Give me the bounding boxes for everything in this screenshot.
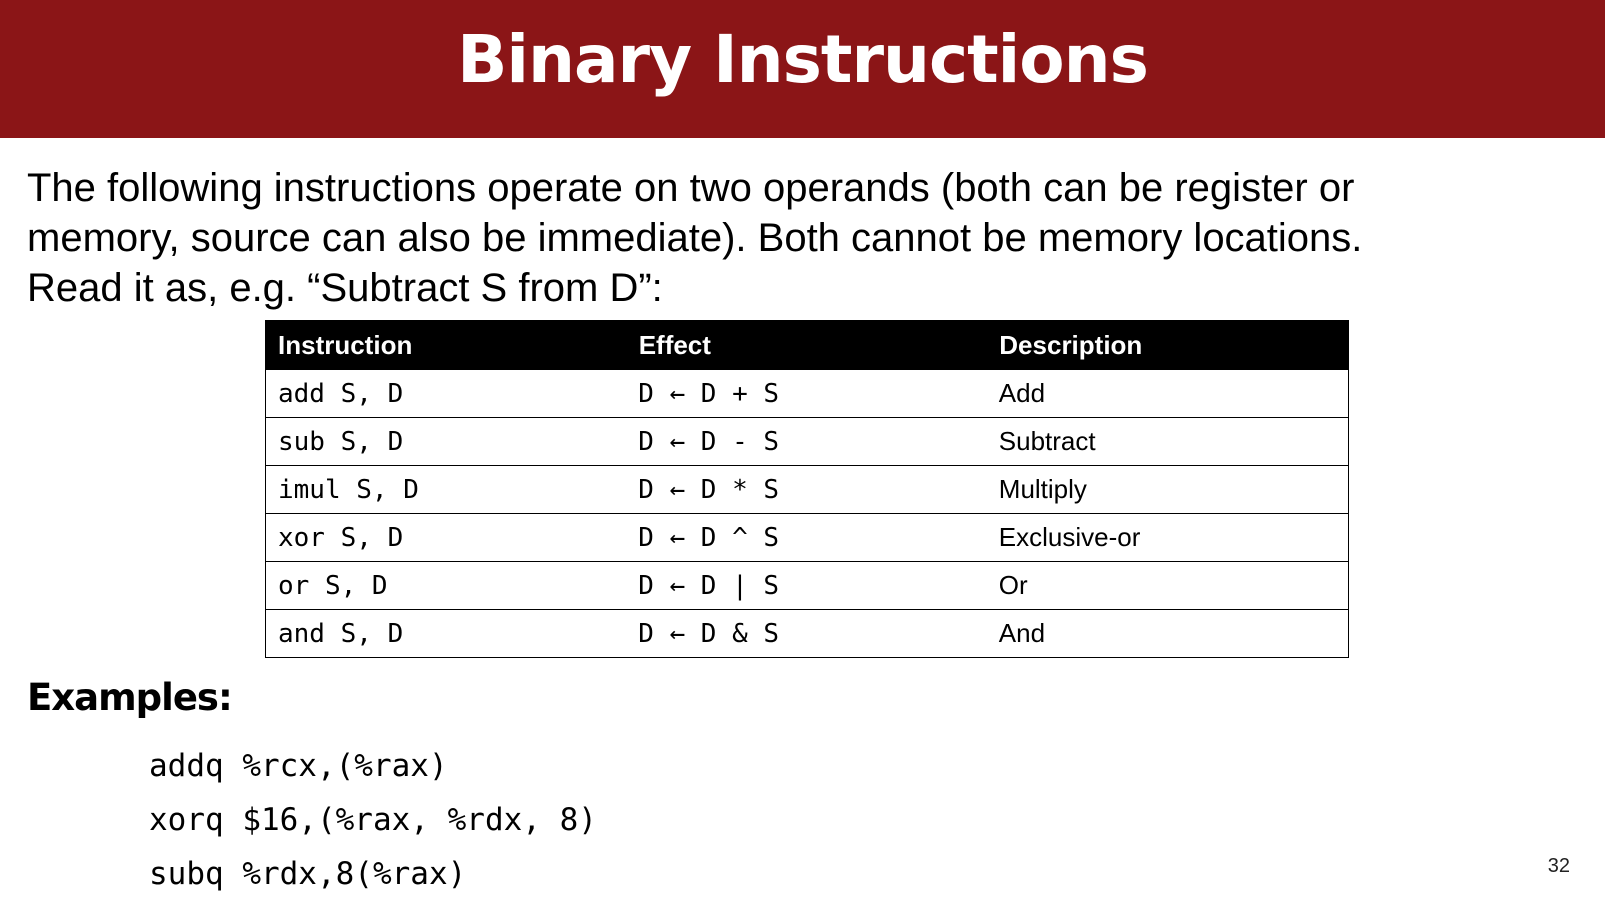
example-code-line: xorq $16,(%rax, %rdx, 8) <box>149 802 597 838</box>
instruction-cell: or S, D <box>266 562 627 610</box>
intro-line: The following instructions operate on two operands (both can be register or <box>27 166 1355 210</box>
effect-cell: D ← D * S <box>626 466 987 514</box>
page-number: 32 <box>1547 855 1570 877</box>
slide-title: Binary Instructions <box>457 21 1148 98</box>
table-row <box>266 418 1349 466</box>
description-cell: Subtract <box>987 418 1349 466</box>
column-header-effect: Effect <box>626 321 987 370</box>
table-row <box>266 370 1349 418</box>
binary-instructions-table <box>265 320 1349 658</box>
instruction-cell: imul S, D <box>266 466 627 514</box>
instruction-cell: sub S, D <box>266 418 627 466</box>
intro-paragraph <box>27 163 1567 313</box>
effect-cell: D ← D - S <box>626 418 987 466</box>
effect-cell: D ← D ^ S <box>626 514 987 562</box>
intro-line: memory, source can also be immediate). Both cannot be memory locations. <box>27 216 1363 260</box>
example-code-line: subq %rdx,8(%rax) <box>149 856 467 892</box>
description-cell: Exclusive-or <box>987 514 1349 562</box>
instruction-cell: and S, D <box>266 610 627 658</box>
intro-line: Read it as, e.g. “Subtract S from D”: <box>27 266 663 310</box>
table-row <box>266 610 1349 658</box>
column-header-description: Description <box>987 321 1349 370</box>
column-header-instruction: Instruction <box>266 321 627 370</box>
table-header-row <box>266 321 1349 370</box>
description-cell: And <box>987 610 1349 658</box>
instruction-cell: xor S, D <box>266 514 627 562</box>
table-row <box>266 514 1349 562</box>
examples-heading: Examples: <box>27 676 232 719</box>
description-cell: Or <box>987 562 1349 610</box>
description-cell: Add <box>987 370 1349 418</box>
example-code-line: addq %rcx,(%rax) <box>149 748 448 784</box>
description-cell: Multiply <box>987 466 1349 514</box>
table-row <box>266 466 1349 514</box>
table-row <box>266 562 1349 610</box>
instruction-cell: add S, D <box>266 370 627 418</box>
effect-cell: D ← D + S <box>626 370 987 418</box>
examples-list <box>149 748 597 899</box>
effect-cell: D ← D | S <box>626 562 987 610</box>
effect-cell: D ← D & S <box>626 610 987 658</box>
